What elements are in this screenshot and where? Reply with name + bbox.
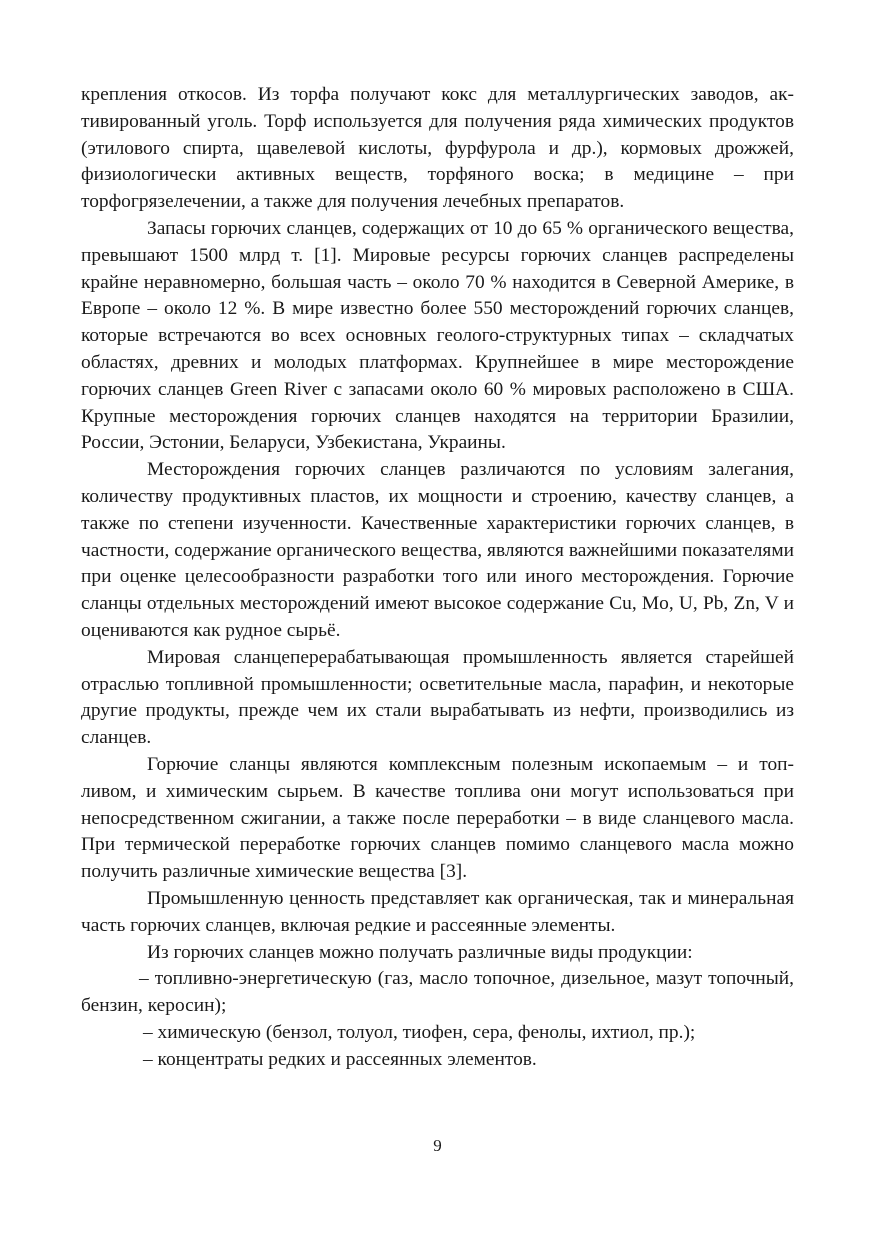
- paragraph-industrial-value: Промышленную ценность представляет как органическая, так и минеральная часть горючих сланцев, включая редкие и рассеянные элементы.: [81, 887, 794, 936]
- paragraph-products-intro: Из горючих сланцев можно получать различные виды продукции:: [147, 941, 693, 963]
- body-text: [81, 82, 794, 1073]
- paragraph-complex-mineral: Горючие сланцы являются комплексным полезным ископаемым – и топливом, и химическим сырьем. В качестве топлива они могут использоваться при непосредственном сжигании, а также после переработки – в виде сланцевого масла. При термической переработке горючих сланцев помимо сланцевого масла можно получить различные химические вещества [3].: [81, 753, 794, 883]
- paragraph-oil-shale-reserves: Запасы горючих сланцев, содержащих от 10 до 65 % органического вещества, превышают 1500 млрд т. [1]. Мировые ресурсы горючих сланцев распределены крайне неравномерно, большая часть – около 70 % находится в Северной Америке, в Европе – около 12 %. В мире известно более 550 месторождений горючих сланцев, которые встречаются во всех основных геолого-структурных типах – складчатых областях, древних и молодых платформах. Крупнейшее в мире месторождение горючих сланцев Green River с запасами около 60 % мировых расположено в США. Крупные месторождения горючих сланцев находятся на территории Бразилии, России, Эстонии, Беларуси, Узбекистана, Украины.: [81, 217, 794, 454]
- page-number: 9: [433, 1136, 442, 1155]
- list-item: – химическую (бензол, толуол, тиофен, сера, фенолы, ихтиол, пр.);: [143, 1021, 696, 1043]
- paragraph-continued: крепления откосов. Из торфа получают кокс для металлургических заводов, активированный уголь. Торф используется для получения ряда химических продуктов (этилового спирта, щавелевой кислоты, фурфурола и др.), кормовых дрожжей, физиологически активных веществ, торфяного воска; в медицине – при торфогрязелечении, а также для получения лечебных препаратов.: [81, 84, 794, 213]
- list-item: – топливно-энергетическую (газ, масло топочное, дизельное, мазут топочный, бензин, керосин);: [81, 968, 794, 1017]
- list-item: – концентраты редких и рассеянных элементов.: [143, 1048, 537, 1070]
- paragraph-deposits-differences: Месторождения горючих сланцев различаются по условиям залегания, количеству продуктивных пластов, их мощности и строению, качеству сланцев, а также по степени изученности. Качественные характеристики горючих сланцев, в частности, содержание органического вещества, являются важнейшими показателями при оценке целесообразности разработки того или иного месторождения. Горючие сланцы отдельных месторождений имеют высокое содержание Cu, Mo, U, Pb, Zn, V и оцениваются как рудное сырьё.: [81, 459, 794, 641]
- paragraph-shale-industry: Мировая сланцеперерабатывающая промышленность является старейшей отраслью топливной промышленности; осветительные масла, парафин, и некоторые другие продукты, прежде чем их стали вырабатывать из нефти, производились из сланцев.: [81, 646, 794, 749]
